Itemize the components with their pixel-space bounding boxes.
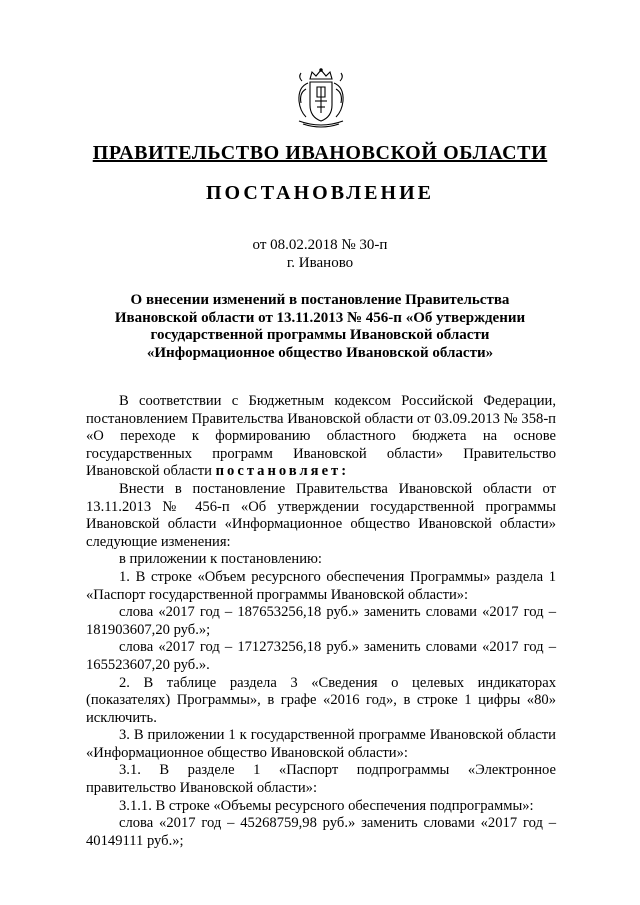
document-heading (60, 292, 580, 362)
resolution-keyword: постановляет: (215, 463, 350, 480)
body-paragraph: 3.1.1. В строке «Объемы ресурсного обеспечения подпрограммы»: (119, 797, 534, 814)
heading-line: «Информационное общество Ивановской области» (146, 344, 494, 361)
body-paragraph: в приложении к постановлению: (119, 551, 322, 568)
body-paragraph: 2. В таблице раздела 3 «Сведения о целевых индикаторах (показателях) Программы», в графе «2016 год», в строке 1 цифры «80» исключить. (86, 674, 556, 726)
body-text: В соответствии с Бюджетным кодексом Российской Федерации, постановлением Правительства Ивановской области от 03.09.2013 № 358-п «О переходе к формированию областного бюджета на основе государственных программ Ивановской области» Правительство Ивановской области (86, 393, 556, 480)
body-paragraph (86, 393, 556, 481)
document-city: г. Иваново (286, 255, 354, 271)
body-paragraph: слова «2017 год – 45268759,98 руб.» заменить словами «2017 год – 40149111 руб.»; (86, 815, 556, 849)
document-body (86, 393, 556, 850)
document-date-number: от 08.02.2018 № 30-п (252, 237, 388, 253)
government-title: ПРАВИТЕЛЬСТВО ИВАНОВСКОЙ ОБЛАСТИ (92, 142, 548, 164)
body-paragraph: 1. В строке «Объем ресурсного обеспечения Программы» раздела 1 «Паспорт государственной программы Ивановской области»: (86, 568, 556, 603)
document-type: ПОСТАНОВЛЕНИЕ (206, 182, 434, 204)
heading-line: О внесении изменений в постановление Правительства (130, 292, 510, 308)
ivanovo-coat-of-arms-icon (293, 67, 349, 129)
body-paragraph: 3.1. В разделе 1 «Паспорт подпрограммы «Электронное правительство Ивановской области»: (86, 762, 556, 797)
heading-line: Ивановской области от 13.11.2013 № 456-п «Об утверждении (114, 309, 526, 326)
body-paragraph: Внести в постановление Правительства Ивановской области от 13.11.2013 № 456-п «Об утверждении государственной программы Ивановской области «Информационное общество Ивановской области» следующие изменения: (86, 480, 556, 550)
heading-line: государственной программы Ивановской области (150, 327, 490, 343)
body-paragraph: 3. В приложении 1 к государственной программе Ивановской области «Информационное общество Ивановской области»: (86, 727, 556, 761)
body-paragraph: слова «2017 год – 171273256,18 руб.» заменить словами «2017 год – 165523607,20 руб.». (86, 639, 556, 673)
body-paragraph: слова «2017 год – 187653256,18 руб.» заменить словами «2017 год – 181903607,20 руб.»; (86, 604, 556, 638)
